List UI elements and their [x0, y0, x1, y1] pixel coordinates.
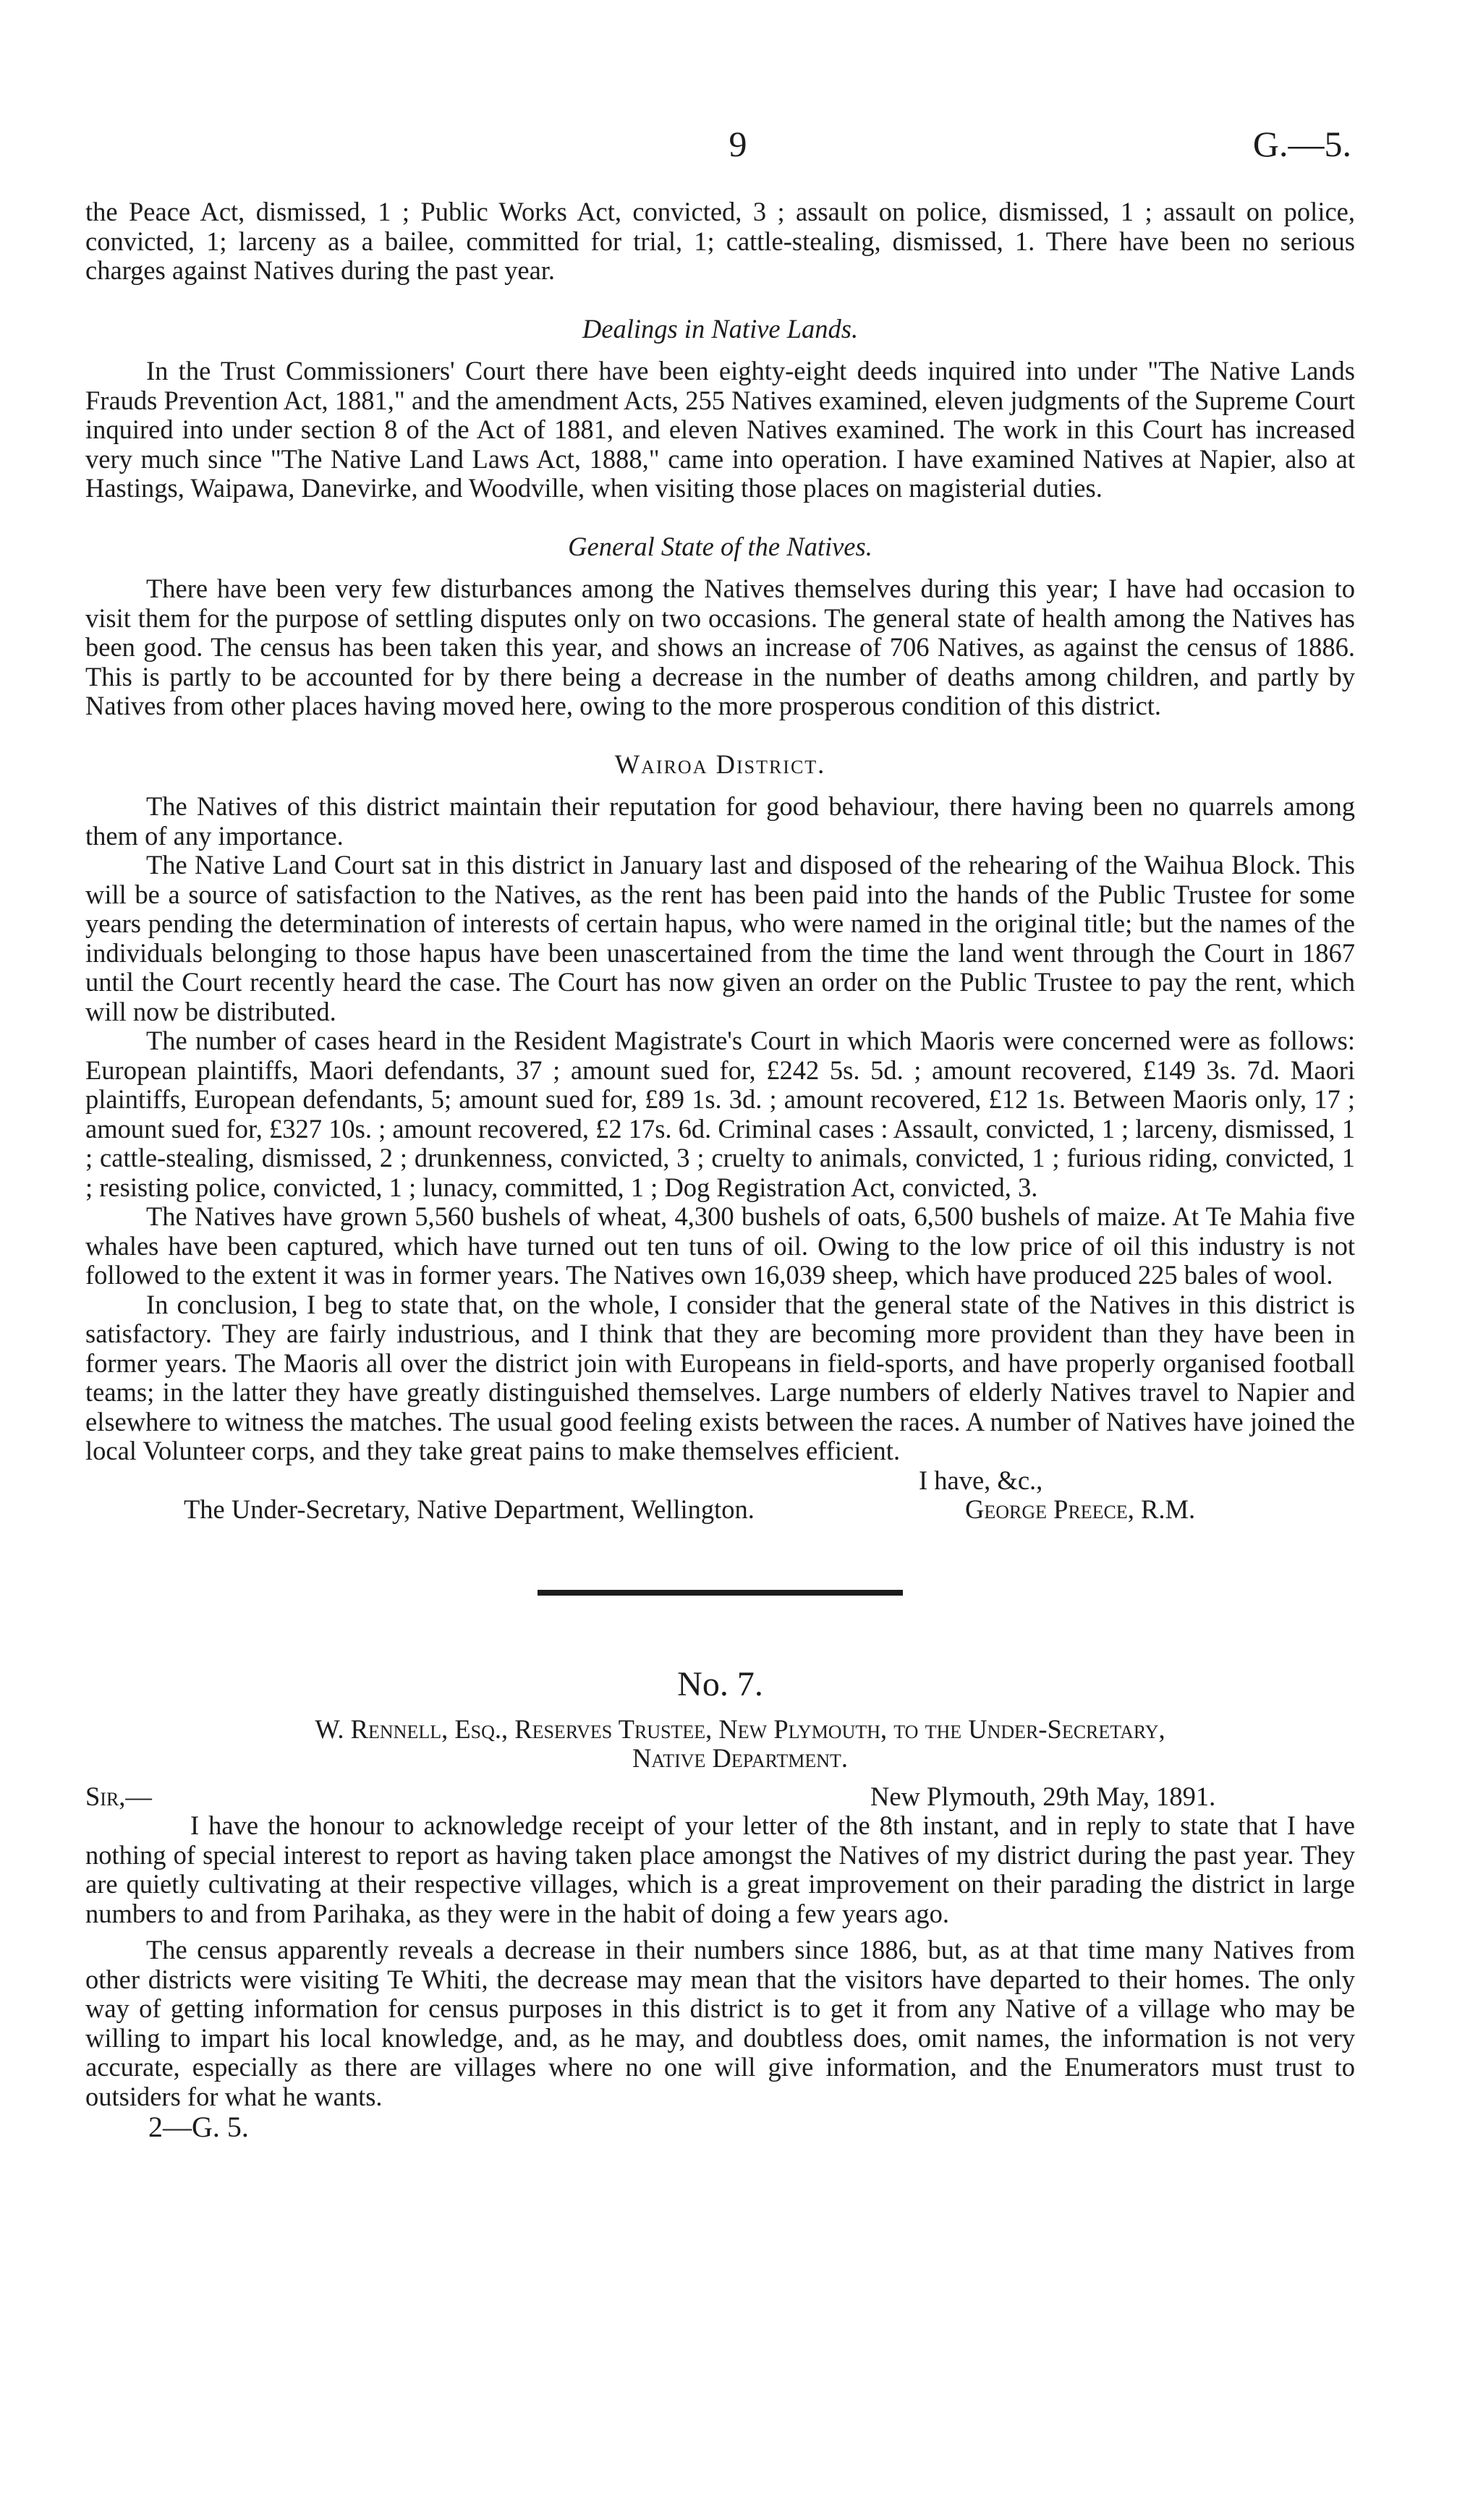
letter-address-line: Native Department. — [632, 1743, 849, 1773]
letter-address-line: W. Rennell, Esq., Reserves Trustee, New Plymouth, to the Under-Secretary, — [315, 1714, 1165, 1744]
general-state-paragraph: There have been very few disturbances among the Natives themselves during this year; I have had occasion to visit them for the purpose of settling disputes only on two occasions. The general state of health among the Natives has been good. The census has been taken this year, and shows an increase of 706 Natives, as against the census of 1886. This is partly to be accounted for by there being a decrease in the number of deaths among children, and partly by Natives from other places having moved here, owing to the more prosperous condition of this district. — [85, 574, 1355, 720]
salutation: Sir,— — [85, 1781, 152, 1811]
wairoa-paragraph: The Natives have grown 5,560 bushels of wheat, 4,300 bushels of oats, 6,500 bushels of maize. At Te Mahia five whales have been captured, which have turned out ten tuns of oil. Owing to the low price of oil this industry is not followed to the extent it was in former years. The Natives own 16,039 sheep, which have produced 225 bales of wool. — [85, 1201, 1355, 1290]
closing-phrase: I have, &c., — [919, 1465, 1043, 1495]
intro-paragraph: the Peace Act, dismissed, 1 ; Public Works Act, convicted, 3 ; assault on police, dismissed, 1 ; assault on police, convicted, 1; larceny as a bailee, committed for trial, 1; cattle-stealing, dismissed, 1. There have been no serious charges against Natives during the past year. — [85, 197, 1355, 285]
dealings-paragraph: In the Trust Commissioners' Court there have been eighty-eight deeds inquired into under "The Native Lands Frauds Prevention Act, 1881," and the amendment Acts, 255 Natives examined, eleven judgments of the Supreme Court inquired into under section 8 of the Act of 1881, and eleven Natives examined. The work in this Court has increased very much since "The Native Land Laws Act, 1888," came into operation. I have examined Natives at Napier, also at Hastings, Waipawa, Danevirke, and Woodville, when visiting those places on magisterial duties. — [85, 356, 1355, 503]
place-date: New Plymouth, 29th May, 1891. — [870, 1781, 1216, 1811]
footer-signature: 2—G. 5. — [148, 2111, 249, 2143]
wairoa-paragraph: The number of cases heard in the Resident Magistrate's Court in which Maoris were concerned were as follows: European plaintiffs, Maori defendants, 37 ; amount sued for, £242 5s. 5d. ; amount recovered, £149 3s. 7d. Maori plaintiffs, European defendants, 5; amount sued for, £89 1s. 3d. ; amount recovered, £12 1s. Between Maoris only, 17 ; amount sued for, £327 10s. ; amount recovered, £2 17s. 6d. Criminal cases : Assault, convicted, 1 ; larceny, dismissed, 1 ; cattle-stealing, dismissed, 2 ; drunkenness, convicted, 3 ; cruelty to animals, convicted, 1 ; furious riding, convicted, 1 ; resisting police, convicted, 1 ; lunacy, committed, 1 ; Dog Registration Act, convicted, 3. — [85, 1026, 1355, 1202]
letter-paragraph: I have the honour to acknowledge receipt of your letter of the 8th instant, and in reply to state that I have nothing of special interest to report as having taken place amongst the Natives of my district during the past year. They are quietly cultivating at their respective villages, which is a great improvement on their parading the district in large numbers to and from Parihaka, as they were in the habit of doing a few years ago. — [85, 1810, 1355, 1928]
wairoa-paragraph: In conclusion, I beg to state that, on the whole, I consider that the general state of the Natives in this district is satisfactory. They are fairly industrious, and I think that they are becoming more provident than they have been in former years. The Maoris all over the district join with Europeans in field-sports, and have properly organised football teams; in the latter they have greatly distinguished themselves. Large numbers of elderly Natives travel to Napier and elsewhere to witness the matches. The usual good feeling exists between the races. A number of Natives have joined the local Volunteer corps, and they take great pains to make themselves efficient. — [85, 1289, 1355, 1465]
addressee: The Under-Secretary, Native Department, Wellington. — [184, 1494, 755, 1524]
closing-row — [85, 1466, 1355, 1496]
section-heading-wairoa: Wairoa District. — [614, 749, 826, 779]
wairoa-paragraph: The Native Land Court sat in this district in January last and disposed of the rehearing of the Waihua Block. This will be a source of satisfaction to the Natives, as the rent has been paid into the hands of the Public Trustee for some years pending the determination of interests of certain hapus, who were named in the original title; but the names of the individuals belonging to those hapus have been unascertained from the time the land went through the Court in 1867 until the Court recently heard the case. The Court has now given an order on the Public Trustee to pay the rent, which will now be distributed. — [85, 850, 1355, 1026]
signature-row — [85, 1495, 1355, 1525]
page-number: 9 — [729, 124, 747, 164]
letter-number: No. 7. — [677, 1664, 763, 1703]
page-body — [85, 197, 1355, 2143]
wairoa-paragraph: The Natives of this district maintain their reputation for good behaviour, there having been no quarrels among them of any importance. — [85, 791, 1355, 851]
section-divider — [538, 1590, 903, 1596]
section-heading-dealings: Dealings in Native Lands. — [582, 313, 859, 344]
signatory: George Preece, R.M. — [965, 1494, 1196, 1524]
section-heading-general-state: General State of the Natives. — [568, 531, 872, 561]
document-reference: G.—5. — [1252, 124, 1351, 164]
letter-paragraph: The census apparently reveals a decrease in their numbers since 1886, but, as at that time many Natives from other districts were visiting Te Whiti, the decrease may mean that the visitors have departed to their homes. The only way of getting information for census purposes in this district is to get it from any Native of a village who may be willing to impart his local knowledge, and, as he may, and doubtless does, omit names, the information is not very accurate, especially as there are villages where no one will give information, and the Enumerators must trust to outsiders for what he wants. — [85, 1935, 1355, 2111]
salutation-row — [85, 1782, 1355, 1812]
